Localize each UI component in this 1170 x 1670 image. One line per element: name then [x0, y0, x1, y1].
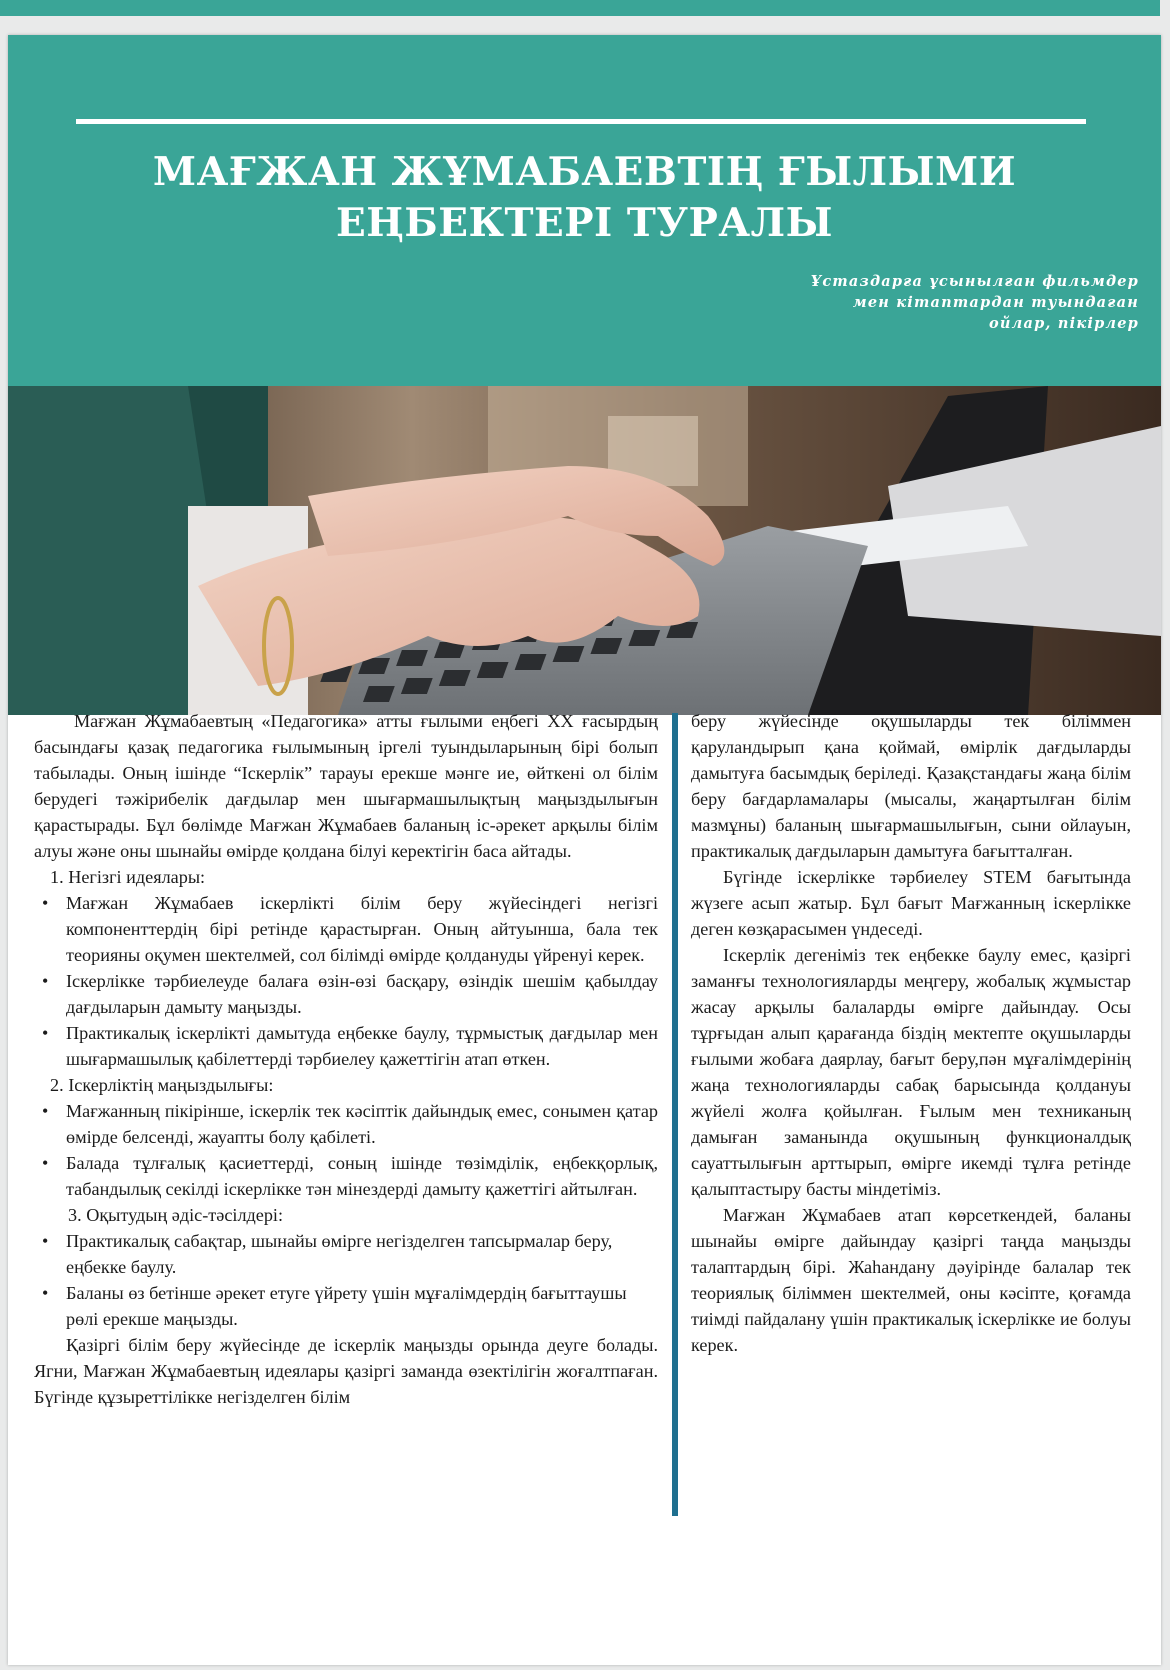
- list-item: • Балада тұлғалық қасиеттерді, соның ішінде төзімділік, еңбекқорлық, табандылық секілді іскерлікке тән мінездерді дамыту қажеттігі айтылған.: [34, 1150, 658, 1202]
- subtitle-line: ойлар, пікірлер: [989, 315, 1139, 332]
- laptop-typing-photo: [8, 386, 1161, 715]
- subtitle-line: мен кітаптардан туындаған: [852, 294, 1139, 311]
- list-item: • Баланы өз бетінше әрекет етуге үйрету үшін мұғалімдердің бағыттаушы рөлі ерекше маңызды.: [34, 1280, 658, 1332]
- header-banner: [8, 35, 1161, 386]
- title-line: МАҒЖАН ЖҰМАБАЕВТІҢ ҒЫЛЫМИ: [152, 149, 1017, 195]
- paragraph: Іскерлік дегеніміз тек еңбекке баулу емес, қазіргі заманғы технологияларды меңгеру, жобалық жұмыстар жасау арқылы балаларды өмірге дайындау. Осы тұрғыдан алып қарағанда біздің мектепте оқушыларды ғылыми жобаға даярлау, бағыт беру,пән мұғалімдерінің жаңа технологияларды сабақ барысында қолдануы жүйелі жолға қойылған. Ғылым мен техниканың дамыған заманында оқушының функционалдық сауаттылығын арттырып, өмірге икемді тұлға ретінде қалыптастыру басты міндетіміз.: [691, 945, 1131, 1199]
- bullet-list: [34, 1228, 658, 1332]
- paragraph: беру жүйесінде оқушыларды тек біліммен қаруландырып қана қоймай, өмірлік дағдыларды дамытуға басымдық беріледі. Қазақстандағы жаңа білім беру бағдарламалары (мысалы, жаңартылған білім мазмұны) баланың шығармашылығын, сыни ойлауын, практикалық дағдыларын дамытуға бағытталған.: [691, 711, 1131, 861]
- list-item: • Практикалық іскерлікті дамытуда еңбекке баулу, тұрмыстық дағдылар мен шығармашылық қабілеттерді тәрбиелеу қажеттігін атап өткен.: [34, 1020, 658, 1072]
- list-item: • Мағжан Жұмабаев іскерлікті білім беру жүйесіндегі негізгі компоненттердің бірі ретінде қарастырған. Оның айтуынша, бала тек теорияны оқумен шектелмей, сол білімді өмірде қолдануды үйренуі керек.: [34, 890, 658, 968]
- paragraph: Бүгінде іскерлікке тәрбиелеу STEM бағытында жүзеге асып жатыр. Бұл бағыт Мағжанның іскерлікке деген көзқарасымен үндеседі.: [691, 867, 1131, 939]
- subtitle: [579, 271, 1139, 334]
- page-title: [8, 147, 1161, 249]
- paragraph: Мағжан Жұмабаев атап көрсеткендей, баланы шынайы өмірге дайындау қазіргі таңда маңызды талаптардың бірі. Жаһандану дәуірінде балалар тек теориялық біліммен шектелмей, оны кәсіпте, қоғамда тиімді пайдалану үшін практикалық іскерлікке ие болуы керек.: [691, 1205, 1131, 1355]
- left-column: [34, 708, 658, 1410]
- right-column: [691, 708, 1131, 1358]
- top-strip: [0, 0, 1160, 16]
- section-heading: 3. Оқытудың әдіс-тәсілдері:: [68, 1205, 284, 1225]
- column-divider: [672, 713, 678, 1516]
- closing-paragraph: Қазіргі білім беру жүйесінде де іскерлік маңызды орында деуге болады. Ягни, Мағжан Жұмабаевтың идеялары қазіргі заманда өзектілігін жоғалтпаған. Бүгінде құзыреттілікке негізделген білім: [34, 1335, 658, 1407]
- header-rule: [76, 119, 1086, 124]
- bullet-list: [34, 1098, 658, 1202]
- section-heading: 1. Негізгі идеялары:: [50, 867, 206, 887]
- title-line: ЕҢБЕКТЕРІ ТУРАЛЫ: [336, 200, 833, 246]
- list-item: • Мағжанның пікірінше, іскерлік тек кәсіптік дайындық емес, сонымен қатар өмірде белсенді, жауапты болу қабілеті.: [34, 1098, 658, 1150]
- list-item: • Іскерлікке тәрбиелеуде балаға өзін-өзі басқару, өзіндік шешім қабылдау дағдыларын дамыту маңызды.: [34, 968, 658, 1020]
- bullet-list: [34, 890, 658, 1072]
- list-item: • Практикалық сабақтар, шынайы өмірге негізделген тапсырмалар беру, еңбекке баулу.: [34, 1228, 658, 1280]
- intro-paragraph: Мағжан Жұмабаевтың «Педагогика» атты ғылыми еңбегі XX ғасырдың басындағы қазақ педагогика ғылымының іргелі туындыларының бірі болып табылады. Оның ішінде “Іскерлік” тарауы ерекше мәнге ие, өйткені ол білім берудегі тәжірибелік дағдылар мен шығармашылықтың маңыздылығын қарастырады. Бұл бөлімде Мағжан Жұмабаев баланың іс-әрекет арқылы білім алуы және оны шынайы өмірде қолдана білуі керектігін баса айтады.: [34, 711, 658, 861]
- subtitle-line: Ұстаздарға ұсынылған фильмдер: [810, 273, 1139, 290]
- section-heading: 2. Іскерліктің маңыздылығы:: [50, 1075, 274, 1095]
